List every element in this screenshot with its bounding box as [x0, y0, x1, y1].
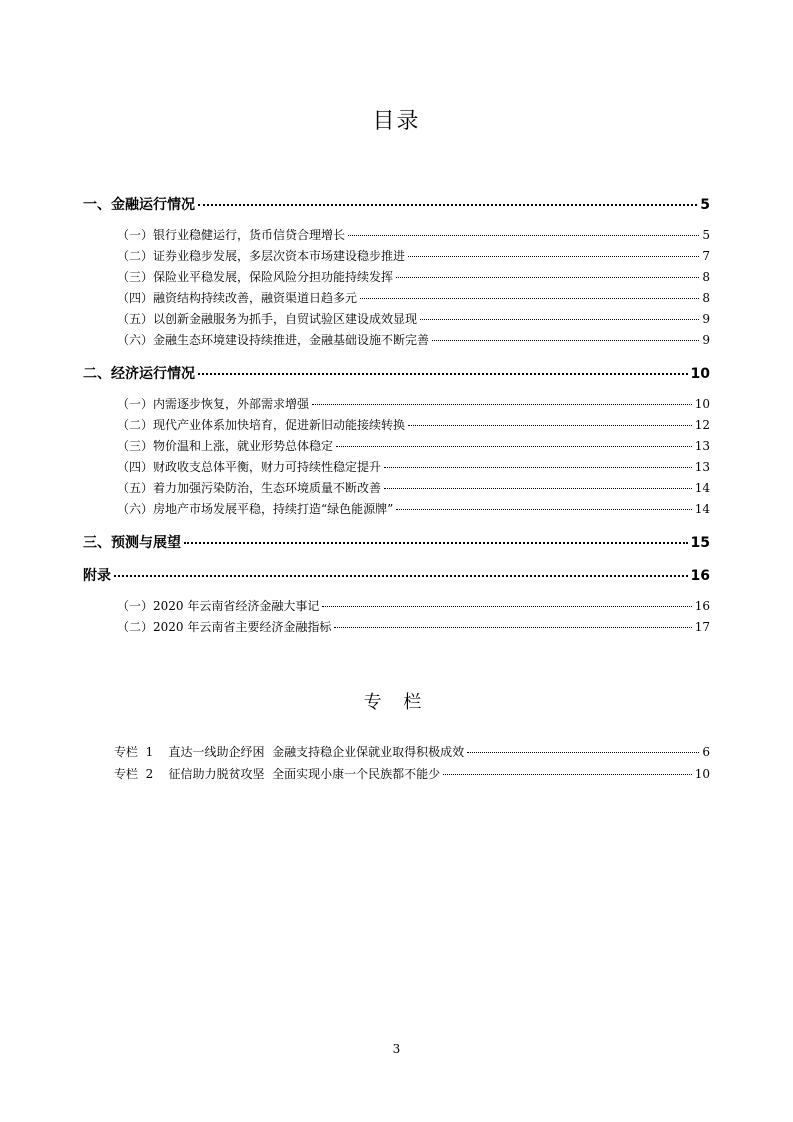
toc-page-number: 9 — [702, 333, 710, 347]
toc-page-number: 9 — [702, 312, 710, 326]
toc-entry[interactable] — [117, 331, 710, 348]
toc-page-number: 13 — [694, 439, 710, 453]
leader-dots — [408, 425, 692, 426]
column-entry-title: 专栏 2 征信助力脱贫攻坚 全面实现小康一个民族都不能少 — [114, 767, 441, 781]
toc-section-appendix[interactable] — [83, 565, 710, 585]
column-entry[interactable] — [114, 765, 710, 782]
toc-entry-title: （四）财政收支总体平衡，财力可持续性稳定提升 — [117, 460, 382, 474]
leader-dots — [198, 204, 697, 206]
toc-entry[interactable] — [117, 458, 710, 475]
column-page-number: 10 — [694, 767, 710, 781]
toc-section-2[interactable] — [83, 363, 710, 383]
toc-entry[interactable] — [117, 437, 710, 454]
leader-dots — [348, 235, 699, 236]
toc-entry[interactable] — [117, 597, 710, 614]
columns-title: 专 栏 — [363, 692, 430, 713]
column-entry[interactable] — [114, 743, 710, 760]
toc-entry[interactable] — [117, 395, 710, 412]
toc-entry[interactable] — [117, 247, 710, 264]
toc-entry-title: （五）以创新金融服务为抓手，自贸试验区建设成效显现 — [117, 312, 418, 326]
toc-section-title: 一、金融运行情况 — [83, 197, 195, 213]
toc-section-title: 三、预测与展望 — [83, 535, 181, 551]
leader-dots — [198, 373, 688, 375]
toc-entry-title: （三）保险业平稳发展，保险风险分担功能持续发挥 — [117, 270, 394, 284]
toc-entry-title: （二）2020 年云南省主要经济金融指标 — [117, 620, 332, 634]
toc-entry-title: （二）证券业稳步发展，多层次资本市场建设稳步推进 — [117, 249, 406, 263]
leader-dots — [408, 256, 699, 257]
toc-entry-title: （三）物价温和上涨，就业形势总体稳定 — [117, 439, 334, 453]
toc-page-number: 15 — [690, 535, 710, 551]
toc-page-number: 7 — [702, 249, 710, 263]
toc-page-number: 16 — [694, 599, 710, 613]
leader-dots — [384, 488, 692, 489]
column-page-number: 6 — [702, 745, 710, 759]
toc-page-number: 14 — [694, 481, 710, 495]
leader-dots — [334, 627, 691, 628]
leader-dots — [114, 575, 688, 577]
toc-entry[interactable] — [117, 310, 710, 327]
toc-page-number: 13 — [694, 460, 710, 474]
leader-dots — [322, 606, 691, 607]
toc-section-1[interactable] — [83, 194, 710, 214]
toc-page-number: 10 — [690, 366, 710, 382]
toc-entry-title: （一）内需逐步恢复，外部需求增强 — [117, 397, 310, 411]
toc-page-number: 8 — [702, 270, 710, 284]
toc-entry-title: （五）着力加强污染防治，生态环境质量不断改善 — [117, 481, 382, 495]
leader-dots — [184, 542, 688, 544]
toc-section-title: 二、经济运行情况 — [83, 366, 195, 382]
toc-page-number: 17 — [694, 620, 710, 634]
page-number: 3 — [392, 1042, 401, 1056]
toc-entry-title: （一）2020 年云南省经济金融大事记 — [117, 599, 320, 613]
leader-dots — [467, 752, 699, 753]
toc-page-number: 5 — [700, 197, 710, 213]
toc-entry[interactable] — [117, 268, 710, 285]
leader-dots — [360, 298, 699, 299]
toc-page-number: 12 — [694, 418, 710, 432]
leader-dots — [384, 467, 692, 468]
toc-entry[interactable] — [117, 500, 710, 517]
leader-dots — [420, 319, 699, 320]
toc-entry-title: （四）融资结构持续改善，融资渠道日趋多元 — [117, 291, 358, 305]
toc-section-title: 附录 — [83, 568, 111, 584]
toc-page-number: 14 — [694, 502, 710, 516]
leader-dots — [443, 774, 692, 775]
toc-section-3[interactable] — [83, 532, 710, 552]
leader-dots — [312, 404, 692, 405]
toc-entry[interactable] — [117, 618, 710, 635]
toc-entry[interactable] — [117, 226, 710, 243]
toc-entry[interactable] — [117, 416, 710, 433]
toc-entry[interactable] — [117, 289, 710, 306]
toc-page-number: 8 — [702, 291, 710, 305]
toc-title: 目录 — [372, 109, 421, 134]
column-entry-title: 专栏 1 直达一线助企纾困 金融支持稳企业保就业取得积极成效 — [114, 745, 465, 759]
toc-entry-title: （一）银行业稳健运行，货币信贷合理增长 — [117, 228, 346, 242]
toc-page-number: 16 — [690, 568, 710, 584]
toc-page-number: 5 — [702, 228, 710, 242]
toc-entry-title: （二）现代产业体系加快培育，促进新旧动能接续转换 — [117, 418, 406, 432]
toc-entry-title: （六）金融生态环境建设持续推进，金融基础设施不断完善 — [117, 333, 430, 347]
toc-entry-title: （六）房地产市场发展平稳，持续打造“绿色能源牌” — [117, 502, 394, 516]
toc-page-number: 10 — [694, 397, 710, 411]
leader-dots — [396, 277, 699, 278]
leader-dots — [432, 340, 699, 341]
toc-entry[interactable] — [117, 479, 710, 496]
leader-dots — [336, 446, 692, 447]
leader-dots — [396, 509, 691, 510]
